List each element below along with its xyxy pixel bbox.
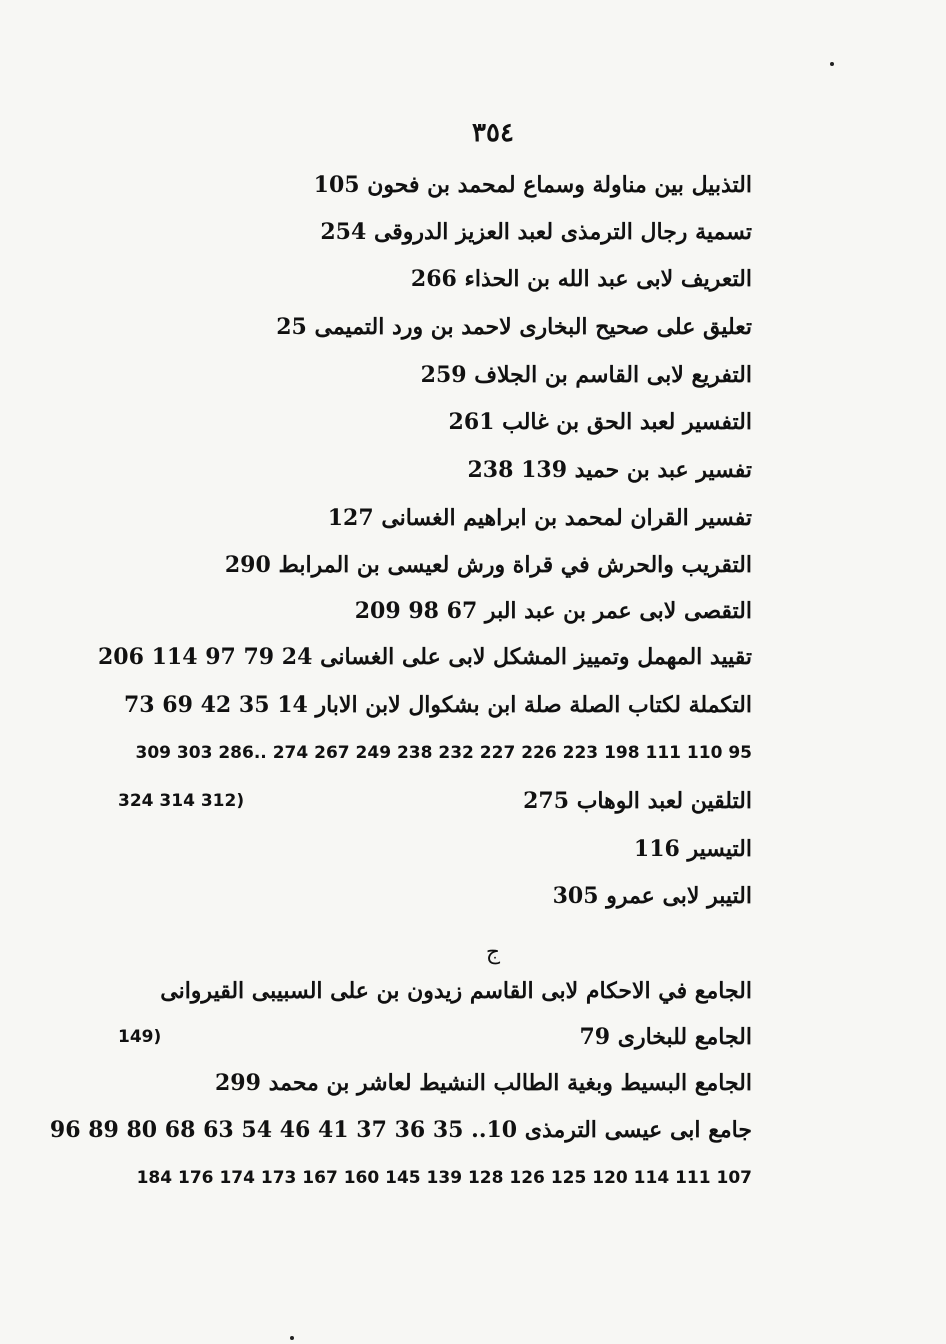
index-entry: التكملة لكتاب الصلة صلة ابن بشكوال لابن الابار 14 35 42 69 73 [124,692,752,718]
index-entry: الجامع في الاحكام لابى القاسم زيدون بن على السبيبى القيروانى [160,978,752,1004]
speck-mark [290,1336,294,1340]
index-entry: جامع ابى عيسى الترمذى 10.. 35 36 37 41 46 54 63 68 80 89 96 [49,1117,752,1143]
index-entry-aside: (149 [118,1027,162,1047]
index-entry: التفسير لعبد الحق بن غالب 261 [448,409,752,435]
index-entry: تسمية رجال الترمذى لعبد العزيز الدروقى 254 [320,219,752,245]
section-letter-heading: ج [485,940,501,965]
index-entry: تفسير القران لمحمد بن ابراهيم الغسانى 127 [327,505,752,531]
index-entry-aside: (312 314 324 [118,791,245,811]
index-entry: التذبيل بين مناولة وسماع لمحمد بن فحون 105 [313,172,752,198]
index-entry: تعليق على صحيح البخارى لاحمد بن ورد التميمى 25 [276,314,752,340]
index-entry: الجامع البسيط وبغية الطالب النشيط لعاشر بن محمد 299 [214,1070,752,1096]
index-entry: التعريف لابى عبد الله بن الحذاء 266 [410,266,752,292]
index-entry: التفريع لابى القاسم بن الجلاف 259 [420,362,752,388]
index-entry: تقييد المهمل وتمييز المشكل لابى على الغسانى 24 79 97 114 206 [97,644,752,670]
index-entry: التقصى لابى عمر بن عبد البر 67 98 209 [354,598,752,624]
index-entry-continuation: 95 110 111 198 223 226 227 232 238 249 267 274 ..286 303 309 [135,743,752,763]
index-entry: التيسير 116 [633,836,752,862]
index-entry: التلقين لعبد الوهاب 275 [523,788,752,814]
index-entry: التقريب والحرش في قراة ورش لعيسى بن المرابط 290 [224,552,752,578]
speck-mark [830,62,834,66]
index-entry: الجامع للبخارى 79 [579,1024,752,1050]
index-entry: التيبر لابى عمرو 305 [552,883,752,909]
page-number: ٣٥٤ [472,118,514,148]
index-entry-continuation: 107 111 114 120 125 126 128 139 145 160 167 173 174 176 184 [136,1168,752,1188]
index-entry: تفسير عبد بن حميد 139 238 [467,457,752,483]
